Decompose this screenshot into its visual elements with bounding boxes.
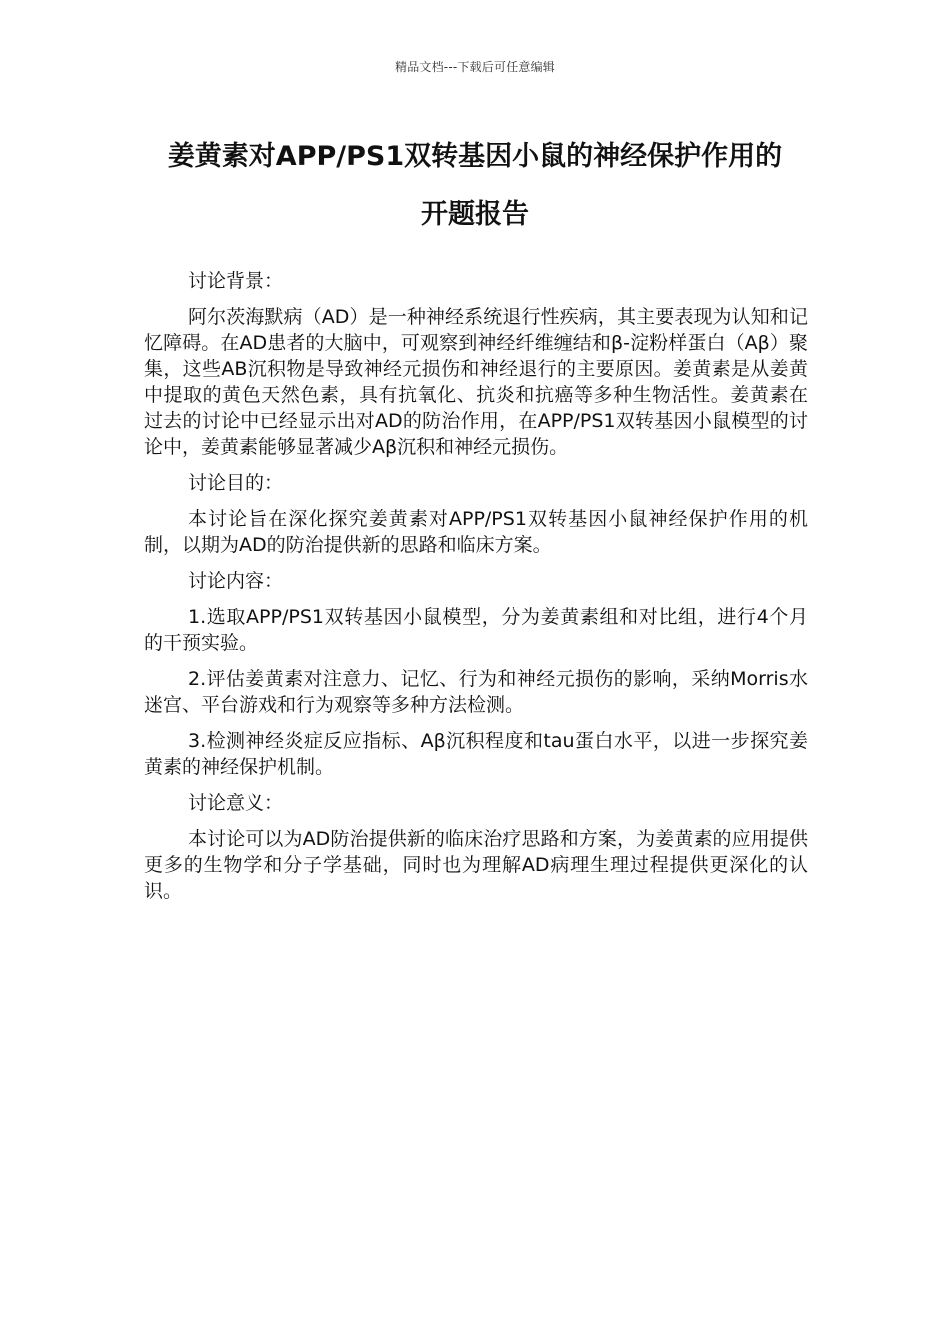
section-heading-content: 讨论内容： [188,570,284,592]
list-item-content-1: 1.选取APP/PS1双转基因小鼠模型，分为姜黄素组和对比组，进行4个月的干预实验。 [144,606,808,654]
title-line-2: 开题报告 [421,199,529,230]
header-note: 精品文档---下载后可任意编辑 [395,60,555,74]
paragraph-significance: 本讨论可以为AD防治提供新的临床治疗思路和方案，为姜黄素的应用提供更多的生物学和分子学基础，同时也为理解AD病理生理过程提供更深化的认识。 [144,828,808,902]
paragraph-purpose: 本讨论旨在深化探究姜黄素对APP/PS1双转基因小鼠神经保护作用的机制，以期为AD的防治提供新的思路和临床方案。 [144,508,808,556]
section-heading-purpose: 讨论目的： [188,472,284,494]
section-heading-significance: 讨论意义： [188,792,284,814]
document-title [100,128,850,244]
paragraph-background: 阿尔茨海默病（AD）是一种神经系统退行性疾病，其主要表现为认知和记忆障碍。在AD患者的大脑中，可观察到神经纤维缠结和β-淀粉样蛋白（Aβ）聚集，这些AB沉积物是导致神经元损伤和神经退行的主要原因。姜黄素是从姜黄中提取的黄色天然色素，具有抗氧化、抗炎和抗癌等多种生物活性。姜黄素在过去的讨论中已经显示出对AD的防治作用，在APP/PS1双转基因小鼠模型的讨论中，姜黄素能够显著减少Aβ沉积和神经元损伤。 [144,306,808,458]
section-heading-background: 讨论背景： [188,270,284,292]
title-line-1: 姜黄素对APP/PS1双转基因小鼠的神经保护作用的 [167,141,783,172]
list-item-content-3: 3.检测神经炎症反应指标、Aβ沉积程度和tau蛋白水平，以进一步探究姜黄素的神经保护机制。 [144,730,808,778]
document-body [144,268,808,914]
list-item-content-2: 2.评估姜黄素对注意力、记忆、行为和神经元损伤的影响，采纳Morris水迷宫、平台游戏和行为观察等多种方法检测。 [144,668,808,716]
